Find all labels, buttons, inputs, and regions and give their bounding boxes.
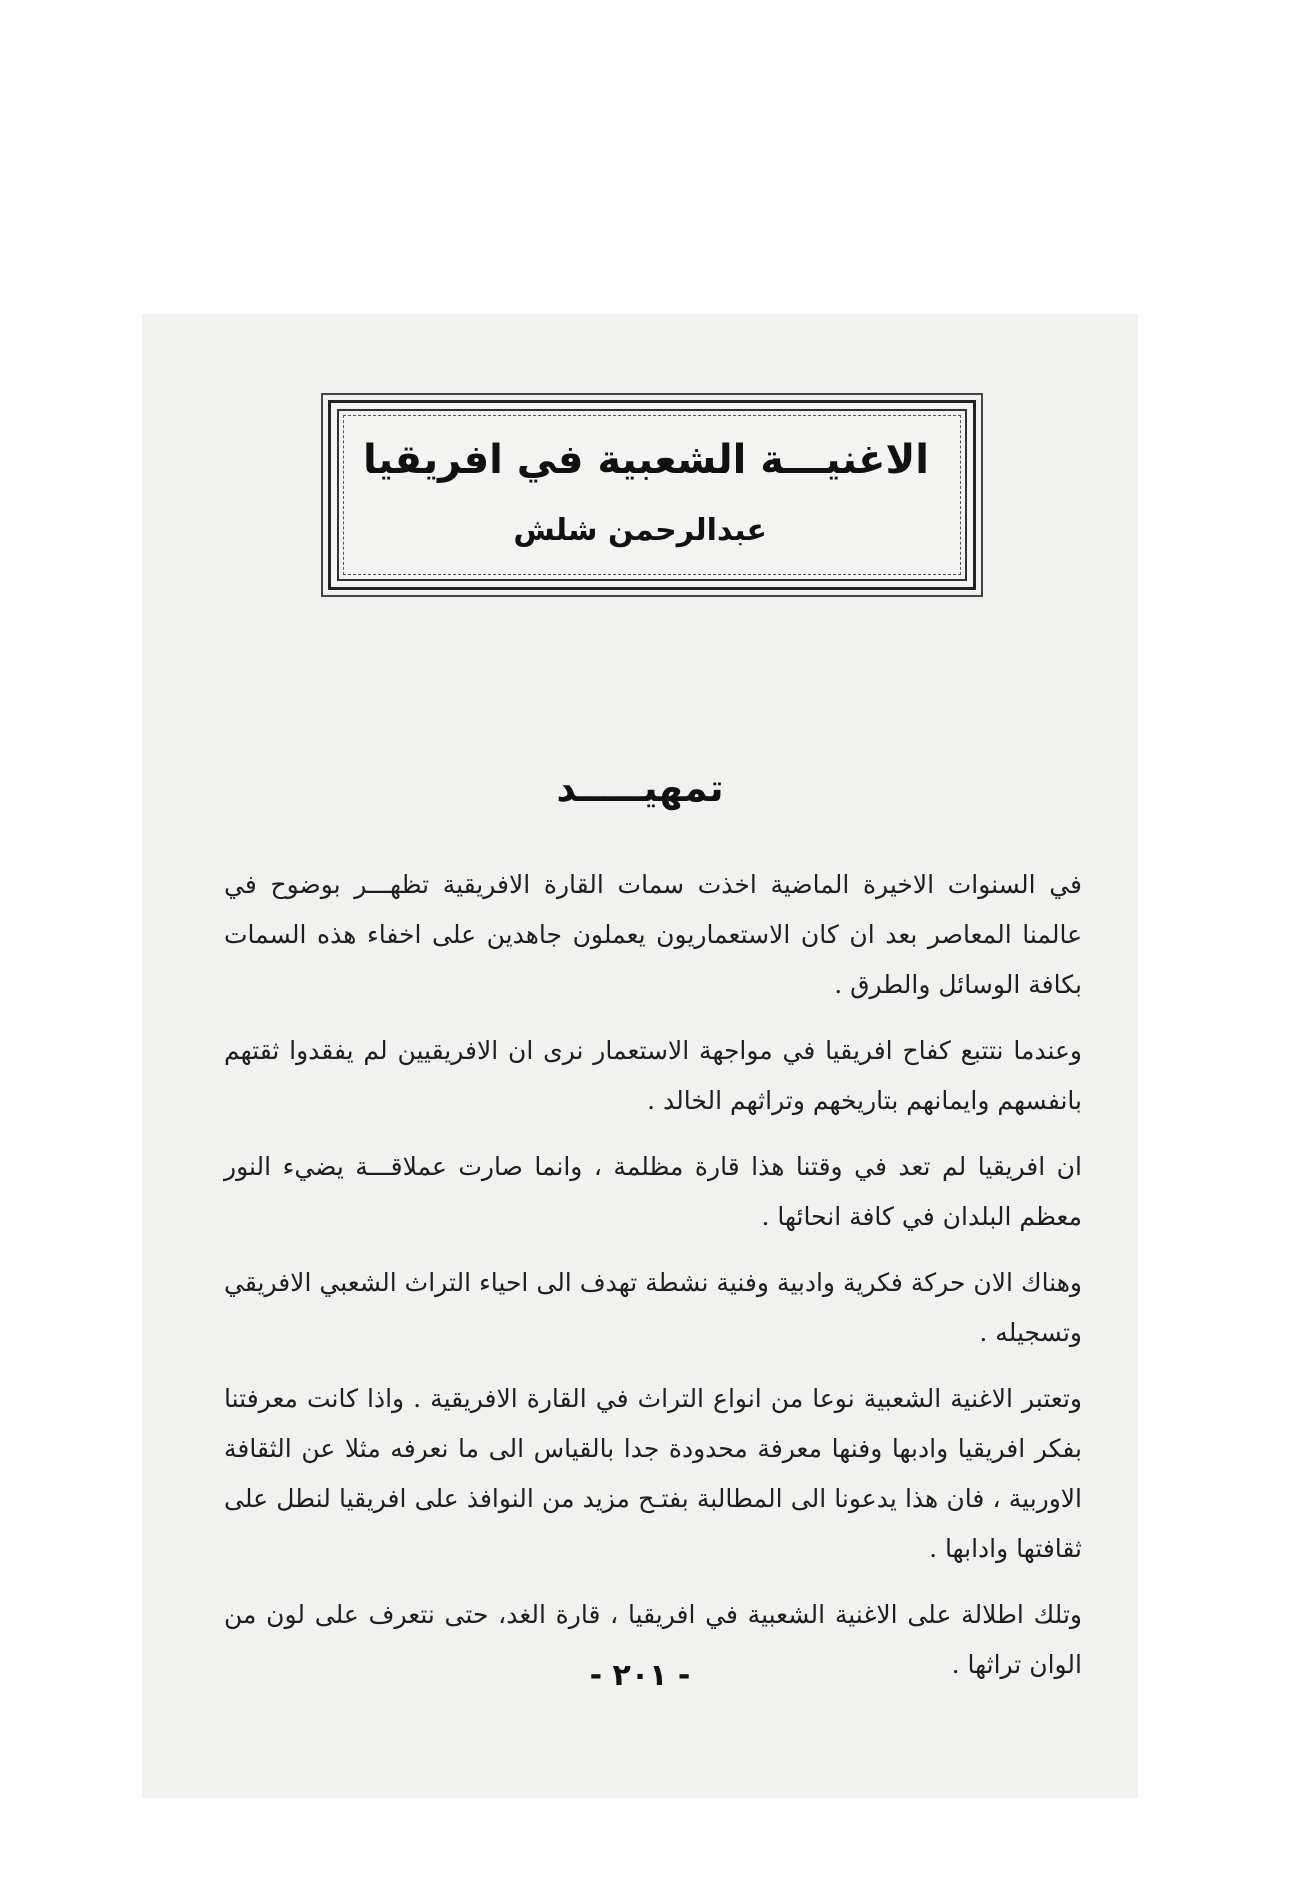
paragraph-3: ان افريقيا لم تعد في وقتنا هذا قارة مظلمة ، وانما صارت عملاقـــة يضيء النور معظم البلدان في كافة انحائها . <box>224 1152 1082 1231</box>
page-number: - ٢٠١ - <box>589 1658 691 1693</box>
section-heading: تمهيـــــد <box>556 766 724 810</box>
paragraph-1: في السنوات الاخيرة الماضية اخذت سمات القارة الافريقية تظهـــر بوضوح في عالمنا المعاصر بعد ان كان الاستعماريون يعملون جاهدين على اخفاء هذه السمات بكافة الوسائل والطرق . <box>224 870 1082 999</box>
title-frame <box>328 400 976 590</box>
paragraph-4: وهناك الان حركة فكرية وادبية وفنية نشطة تهدف الى احياء التراث الشعبي الافريقي وتسجيله . <box>224 1268 1082 1347</box>
paragraph-6: وتلك اطلالة على الاغنية الشعبية في افريقيا ، قارة الغد، حتى نتعرف على لون من الوان تراثها . <box>224 1600 1082 1679</box>
paragraph-2: وعندما نتتبع كفاح افريقيا في مواجهة الاستعمار نرى ان الافريقيين لم يفقدوا ثقتهم بانفسهم وايمانهم بتاريخهم وتراثهم الخالد . <box>224 1036 1082 1115</box>
article-author: عبدالرحمن شلش <box>513 513 767 548</box>
article-title: الاغنيـــة الشعبية في افريقيا <box>362 437 929 483</box>
scanned-page <box>142 314 1138 1798</box>
article-body <box>224 860 1082 1706</box>
paragraph-5: وتعتبر الاغنية الشعبية نوعا من انواع التراث في القارة الافريقية . واذا كانت معرفتنا بفكر افريقيا وادبها وفنها معرفة محدودة جدا بالقياس الى ما نعرفه مثلا عن الثقافة الاوربية ، فان هذا يدعونا الى المطالبة بفتـح مزيد من النوافذ على افريقيا لنطل على ثقافتها وادابها . <box>224 1384 1082 1563</box>
